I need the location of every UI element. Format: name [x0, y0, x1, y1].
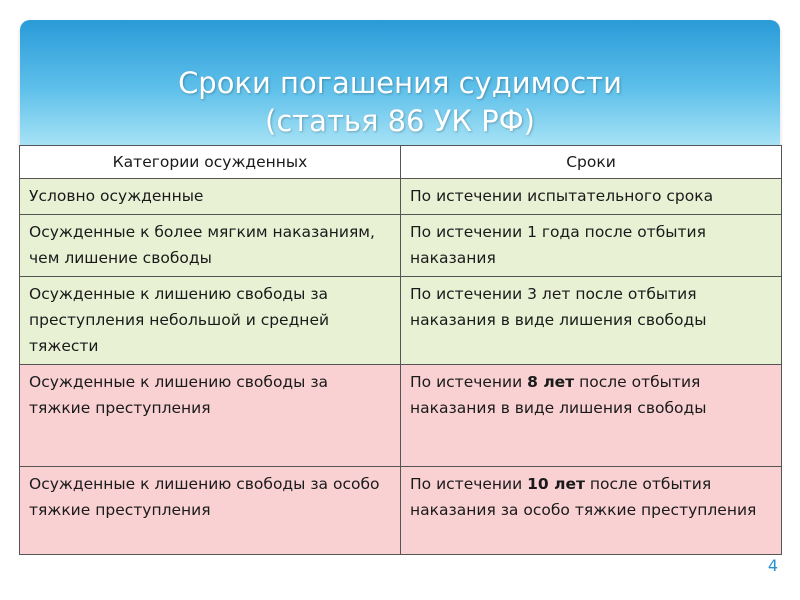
title-line-2: (статья 86 УК РФ): [265, 104, 535, 138]
column-header-categories: Категории осужденных: [20, 146, 401, 179]
table-row: [20, 365, 782, 467]
category-cell: Осужденные к более мягким наказаниям, чем лишение свободы: [20, 215, 401, 277]
category-cell: Условно осужденные: [20, 179, 401, 215]
term-cell: По истечении испытательного срока: [401, 179, 782, 215]
term-cell: По истечении 8 лет после отбытия наказания в виде лишения свободы: [401, 365, 782, 467]
category-cell: Осужденные к лишению свободы за преступления небольшой и средней тяжести: [20, 277, 401, 365]
table-row: [20, 277, 782, 365]
page-number: 4: [767, 556, 778, 575]
table-row: [20, 467, 782, 555]
criminal-record-table: [19, 145, 782, 555]
category-cell: Осужденные к лишению свободы за тяжкие преступления: [20, 365, 401, 467]
table-header-row: [20, 146, 782, 179]
table-row: [20, 179, 782, 215]
column-header-terms: Сроки: [401, 146, 782, 179]
term-cell: По истечении 3 лет после отбытия наказания в виде лишения свободы: [401, 277, 782, 365]
term-cell: По истечении 10 лет после отбытия наказания за особо тяжкие преступления: [401, 467, 782, 555]
slide-title: [20, 64, 780, 140]
title-line-1: Сроки погашения судимости: [178, 66, 622, 100]
category-cell: Осужденные к лишению свободы за особо тяжкие преступления: [20, 467, 401, 555]
term-cell: По истечении 1 года после отбытия наказания: [401, 215, 782, 277]
slide-header: [20, 20, 780, 146]
table-row: [20, 215, 782, 277]
